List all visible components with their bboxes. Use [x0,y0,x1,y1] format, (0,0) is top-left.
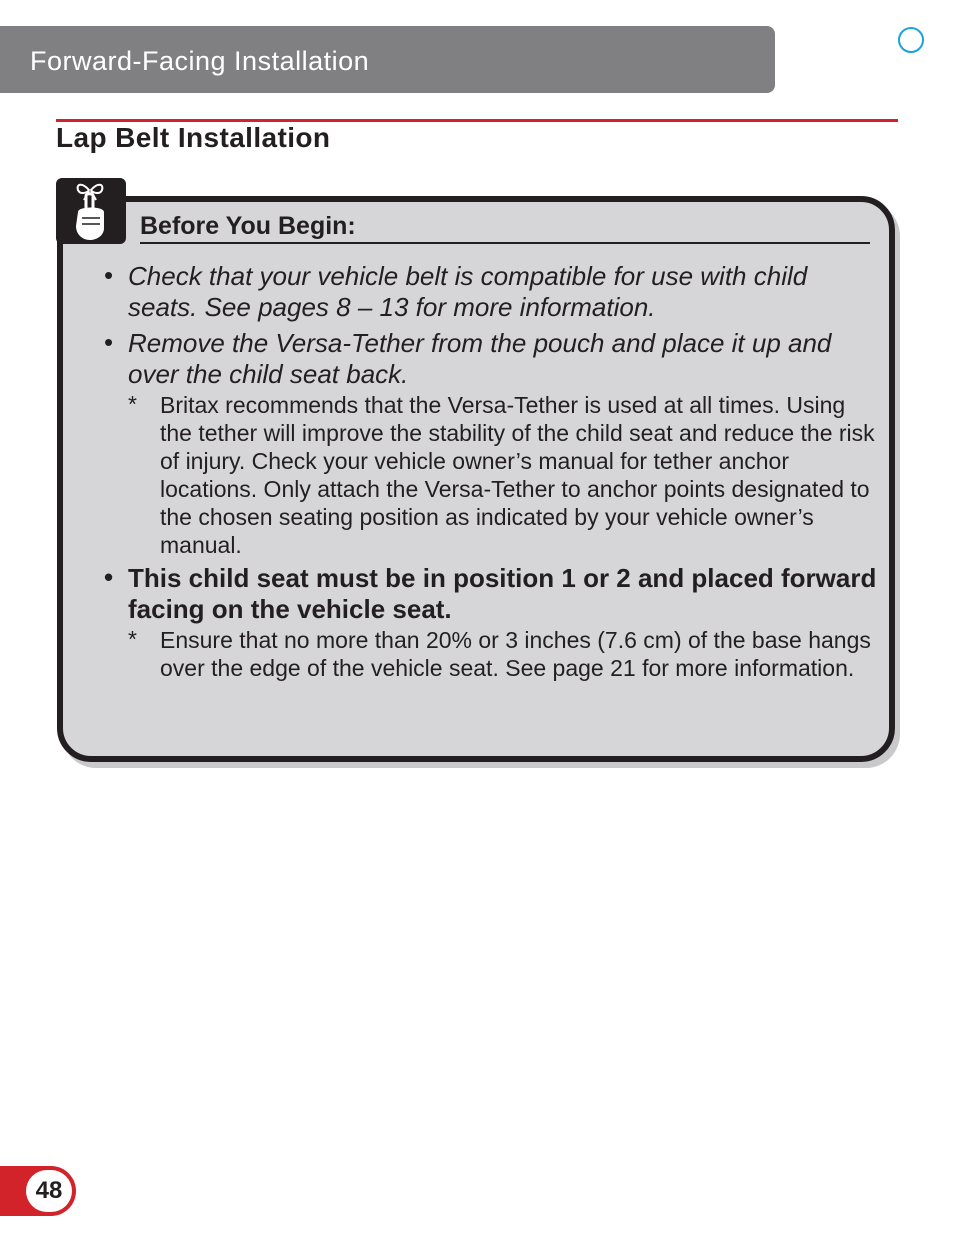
page-number: 48 [35,1177,63,1204]
list-subitem-base-overhang: Ensure that no more than 20% or 3 inches (7.6 cm) of the base hangs over the edge of the vehicle seat. See page 21 for more information. [160,627,871,681]
section-title: Lap Belt Installation [56,122,331,153]
header-title: Forward-Facing Installation [30,46,370,76]
bullet-marker: • [104,260,114,290]
note-heading: Before You Begin: [140,212,356,240]
list-item-seat-position: This child seat must be in position 1 or 2 and placed forward facing on the vehicle seat. [128,563,877,624]
list-subitem-tether-recommendation: Britax recommends that the Versa-Tether is used at all times. Using the tether will improve the stability of the child seat and reduce the risk of injury. Check your vehicle owner’s manual for tether anchor locations. Only attach the Versa-Tether to anchor points designated to the chosen seating position as indicated by your vehicle owner’s manual. [160,392,875,558]
bullet-marker: • [104,562,114,592]
string-tied-finger-icon [56,178,126,244]
bullet-marker: • [104,327,114,357]
footnote-marker: * [128,391,137,417]
footnote-marker: * [128,626,137,652]
list-item-check-belt: Check that your vehicle belt is compatible for use with child seats. See pages 8 – 13 for more information. [128,261,808,322]
list-item-remove-tether: Remove the Versa-Tether from the pouch and place it up and over the child seat back. [128,328,832,389]
circle-icon[interactable] [898,27,924,53]
note-heading-underline [140,242,870,244]
